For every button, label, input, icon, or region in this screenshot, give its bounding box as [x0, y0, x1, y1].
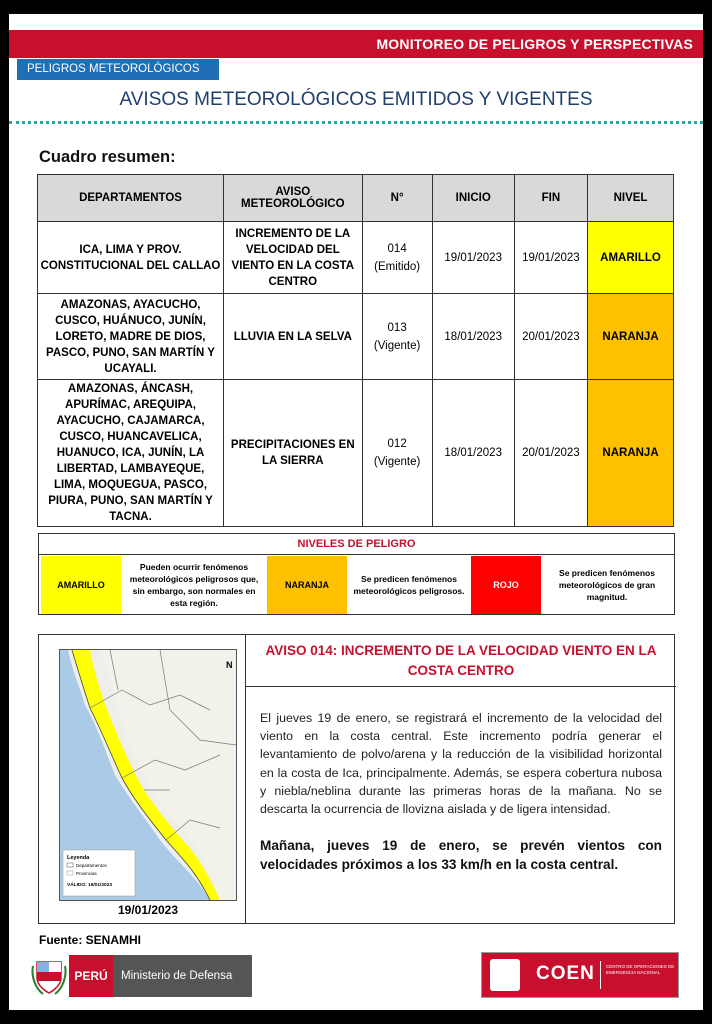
table-row — [38, 222, 674, 294]
map-legend-valid: VÁLIDO: 19/01/2023 — [67, 883, 113, 888]
nivel-amarillo-swatch: AMARILLO — [41, 556, 121, 614]
col-header-nivel: NIVEL — [588, 175, 674, 222]
niveles-title: NIVELES DE PELIGRO — [39, 534, 674, 555]
row-aviso: LLUVIA EN LA SELVA — [224, 294, 363, 380]
row-numero-value: 012 — [387, 438, 407, 450]
row-fin: 20/01/2023 — [514, 294, 587, 380]
nivel-rojo-swatch: ROJO — [471, 556, 541, 614]
row-departamentos: AMAZONAS, ÁNCASH, APURÍMAC, AREQUIPA, AYACUCHO, CAJAMARCA, CUSCO, HUANCAVELICA, HUANUCO, ICA, JUNÍN, LA LIBERTAD, LAMBAYEQUE, LIMA, MOQUEGUA, PASCO, PIURA, PUNO, SAN MARTÍN Y TACNA. — [38, 380, 224, 527]
ministerio-label: Ministerio de Defensa — [113, 955, 252, 997]
row-inicio: 18/01/2023 — [432, 294, 514, 380]
row-aviso: INCREMENTO DE LA VELOCIDAD DEL VIENTO EN LA COSTA CENTRO — [224, 222, 363, 294]
section-tag: PELIGROS METEOROLÓGICOS — [17, 59, 219, 80]
col-header-inicio: INICIO — [432, 175, 514, 222]
map-legend-item-2: Provincias — [76, 871, 97, 876]
row-inicio: 19/01/2023 — [432, 222, 514, 294]
coen-emblem-icon — [490, 959, 520, 991]
summary-title: Cuadro resumen: — [39, 148, 176, 166]
warning-map — [59, 649, 237, 901]
banner-title: MONITOREO DE PELIGROS Y PERSPECTIVAS — [376, 36, 693, 52]
row-numero-value: 013 — [387, 321, 407, 334]
aviso-body — [245, 687, 676, 924]
row-departamentos: ICA, LIMA Y PROV. CONSTITUCIONAL DEL CALLAO — [38, 222, 224, 294]
row-inicio: 18/01/2023 — [432, 380, 514, 527]
peru-label: PERÚ — [69, 955, 113, 997]
table-row — [38, 294, 674, 380]
row-numero — [362, 294, 432, 380]
nivel-naranja-desc: Se predicen fenómenos meteorológicos peligrosos. — [353, 574, 465, 596]
col-header-aviso: AVISO METEOROLÓGICO — [224, 175, 363, 222]
col-header-departamentos: DEPARTAMENTOS — [38, 175, 224, 222]
table-row — [38, 380, 674, 527]
top-banner — [9, 30, 703, 58]
col-header-fin: FIN — [514, 175, 587, 222]
document-page — [9, 14, 703, 1010]
niveles-legend — [38, 533, 675, 615]
coen-subtitle: CENTRO DE OPERACIONES DE EMERGENCIA NACIONAL — [606, 964, 675, 975]
aviso-title: AVISO 014: INCREMENTO DE LA VELOCIDAD VIENTO EN LA COSTA CENTRO — [245, 635, 676, 687]
aviso-detail-panel — [38, 634, 675, 924]
coen-divider — [600, 961, 601, 989]
row-estado: (Emitido) — [374, 260, 421, 273]
table-header-row — [38, 175, 674, 222]
row-fin: 20/01/2023 — [514, 380, 587, 527]
row-aviso: PRECIPITACIONES EN LA SIERRA — [224, 380, 363, 527]
coen-logo — [481, 952, 679, 998]
aviso-highlight: Mañana, jueves 19 de enero, se prevén vientos con velocidades próximos a los 33 km/h en la costa central. — [260, 838, 662, 873]
nivel-rojo-desc: Se predicen fenómenos meteorológicos de gran magnitud. — [558, 568, 656, 602]
map-legend-item-1: Departamentos — [76, 863, 107, 868]
summary-table — [37, 174, 674, 527]
coen-label: COEN — [536, 963, 595, 984]
peru-ministerio-logo — [69, 955, 252, 997]
row-estado: (Vigente) — [373, 456, 421, 468]
row-numero — [362, 222, 432, 294]
col-header-numero: N° — [362, 175, 432, 222]
row-nivel: AMARILLO — [588, 222, 674, 294]
map-date: 19/01/2023 — [117, 903, 179, 917]
row-numero-value: 014 — [387, 242, 407, 255]
nivel-amarillo-desc: Pueden ocurrir fenómenos meteorológicos peligrosos que, sin embargo, son normales en esta región. — [129, 562, 259, 608]
nivel-naranja-swatch: NARANJA — [267, 556, 347, 614]
page-title: AVISOS METEOROLÓGICOS EMITIDOS Y VIGENTES — [119, 89, 593, 110]
map-legend-title: Leyenda — [67, 855, 90, 861]
row-nivel: NARANJA — [588, 294, 674, 380]
row-nivel: NARANJA — [588, 380, 674, 527]
row-numero — [362, 380, 432, 527]
peru-coat-of-arms-icon — [31, 956, 67, 996]
aviso-description: El jueves 19 de enero, se registrará el incremento de la velocidad del viento en la costa central. Este incremento podría generar el levantamiento de polvo/arena y la reducción de la visibilidad horizontal en la costa de Ica, principalmente. Además, se espera cobertura nubosa y niebla/neblina durante las primeras horas de la mañana. No se descarta la ocurrencia de llovizna aislada y de ligera intensidad. — [260, 711, 662, 817]
row-fin: 19/01/2023 — [514, 222, 587, 294]
source-credit: Fuente: SENAMHI — [39, 933, 141, 947]
north-arrow-icon: N — [226, 660, 233, 670]
peru-map-graphic — [60, 650, 236, 900]
dotted-divider — [9, 121, 703, 124]
row-estado: (Vigente) — [373, 339, 421, 352]
row-departamentos: AMAZONAS, AYACUCHO, CUSCO, HUÁNUCO, JUNÍN, LORETO, MADRE DE DIOS, PASCO, PUNO, SAN MARTÍN Y UCAYALI. — [38, 294, 224, 380]
